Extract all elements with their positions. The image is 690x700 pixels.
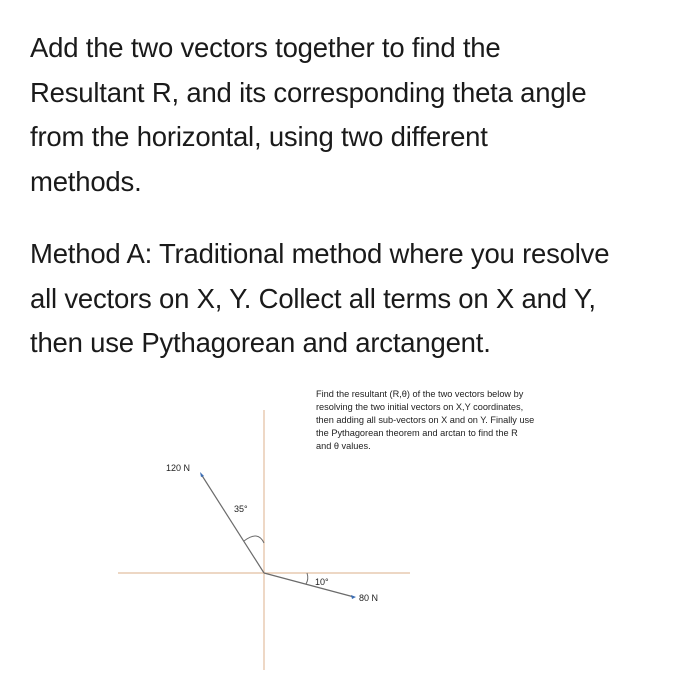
method-a-line: then use Pythagorean and arctangent.: [30, 327, 491, 358]
vector-80n-arrowhead: [351, 595, 356, 599]
vector-80n: [264, 573, 354, 597]
intro-line: methods.: [30, 165, 142, 197]
instruction-line: then adding all sub-vectors on X and on Y. Finally use: [316, 415, 535, 425]
method-a-line: all vectors on X, Y. Collect all terms on X and Y,: [30, 282, 596, 314]
instruction-line: resolving the two initial vectors on X,Y coordinates,: [316, 402, 524, 412]
vector-120n: [201, 474, 264, 573]
angle-label-10: 10°: [315, 577, 329, 587]
intro-paragraph: [30, 26, 670, 204]
angle-label-35: 35°: [234, 504, 248, 514]
intro-line: Add the two vectors together to find the: [30, 32, 501, 63]
angle-arc-35: [244, 536, 264, 543]
vector-80n-label: 80 N: [359, 593, 379, 603]
vector-120n-label: 120 N: [166, 463, 191, 473]
method-a-paragraph: [30, 232, 670, 366]
intro-line: Resultant R, and its corresponding theta angle: [30, 76, 587, 108]
instruction-line: and θ values.: [316, 441, 371, 451]
angle-arc-10: [306, 573, 308, 584]
vector-120n-arrowhead: [200, 472, 204, 477]
intro-line: from the horizontal, using two different: [30, 121, 488, 152]
vector-diagram: [0, 380, 690, 680]
instruction-line: the Pythagorean theorem and arctan to find the R: [316, 428, 518, 438]
method-a-line: Method A: Traditional method where you resolve: [30, 238, 610, 269]
instruction-line: Find the resultant (R,θ) of the two vectors below by: [316, 389, 524, 399]
diagram-instructions: [316, 389, 534, 451]
